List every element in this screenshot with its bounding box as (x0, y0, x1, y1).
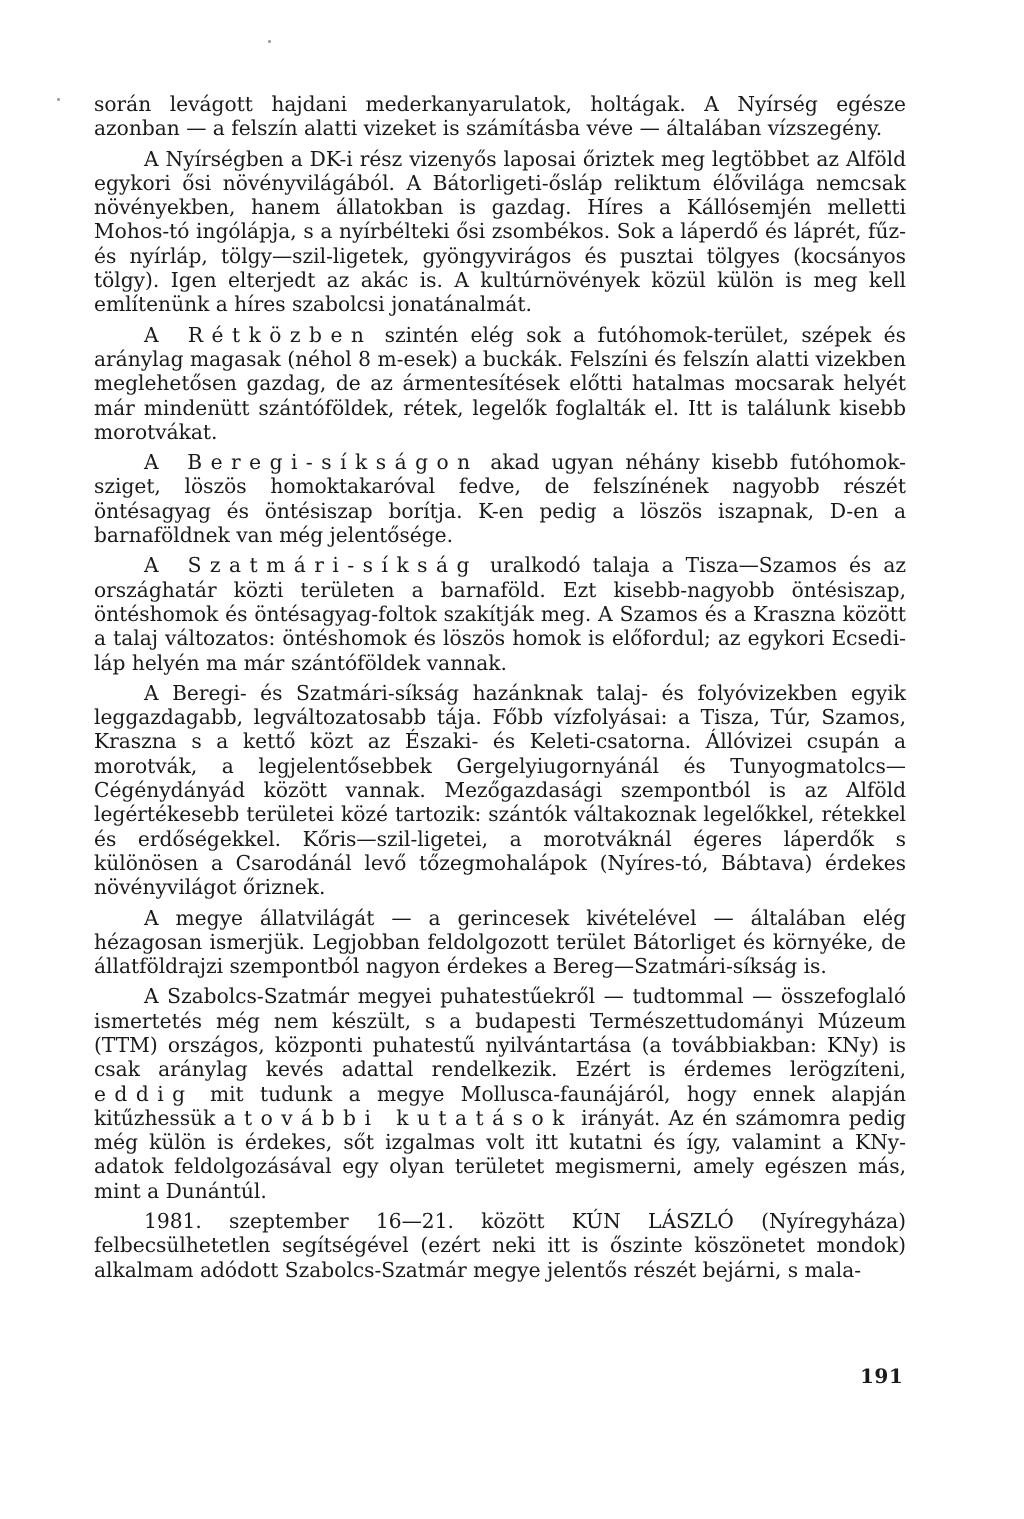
paragraph-text: során levágott hajdani mederkanyarulatok, holtágak. A Nyírség egésze azonban — a felszín alatti vizeket is számításba véve — általában vízszegény. (94, 92, 906, 141)
paragraph-text: mit tudunk a megye Mollusca-faunájáról, hogy ennek alapján kitűzhessük a (94, 1081, 906, 1130)
paragraph (94, 681, 906, 900)
paragraph-text: A megye állatvilágát — a gerincesek kivételével — általában elég hézagosan ismerjük. Legjobban feldolgozott terület Bátorliget és környéke, de állatföldrajzi szempontból nagyon érdekes a Bereg—Szatmári-síkság is. (94, 905, 906, 979)
emphasized-text: A Szatmári-síkság (144, 553, 478, 578)
paragraph-text: 1981. szeptember 16—21. között KÚN LÁSZLÓ (Nyíregyháza) felbecsülhetetlen segítségével (ezért neki itt is őszinte köszönetet mondok) alkalmam adódott Szabolcs-Szatmár megye jelentős részét bejárni, s mala- (94, 1209, 906, 1282)
paragraph-text: uralkodó talaja a Tisza—Szamos és az országhatár közti területen a barnaföld. Ezt kisebb-nagyobb öntésiszap, öntéshomok és öntésagyag-foltok szakítják meg. A Szamos és a Kraszna között a talaj változatos: öntéshomok és löszös homok is előfordul; az egykori Ecsedi-láp helyén ma már szántóföldek vannak. (94, 553, 907, 675)
paragraph-text: irányát. Az én számomra pedig még külön is érdekes, sőt izgalmas volt itt kutatni és így, valamint a KNy-adatok feldolgozásával egy olyan területet megismerni, amely egészen más, mint a Dunántúl. (94, 1105, 906, 1203)
paragraph (94, 553, 906, 674)
emphasized-text: további kutatások (244, 1105, 573, 1130)
paragraph (94, 1209, 906, 1282)
scan-speck (268, 40, 271, 43)
emphasized-text: eddig (94, 1081, 194, 1106)
paragraph (94, 984, 906, 1203)
paragraph (94, 450, 906, 547)
paragraph (94, 906, 906, 979)
scan-speck (57, 98, 60, 101)
paragraph (94, 92, 906, 141)
paragraph-text: A Beregi- és Szatmári-síkság hazánknak talaj- és folyóvizekben egyik leggazdagabb, legváltozatosabb tája. Főbb vízfolyásai: a Tisza, Túr, Szamos, Kraszna s a kettő közt az Északi- és Keleti-csatorna. Állóvizei csupán a morotvák, a legjelentősebbek Gergelyiugornyánál és Tunyogmatolcs—Cégénydányád között vannak. Mezőgazdasági szempontból is az Alföld legértékesebb területei közé tartozik: szántók váltakoznak legelőkkel, rétekkel és erdőségekkel. Kőris—szil-ligetei, a morotváknál égeres láperdők s különösen a Csarodánál levő tőzegmohalápok (Nyíres-tó, Bábtava) érdekes növényvilágot őriznek. (94, 680, 906, 900)
page-number: 191 (860, 1364, 904, 1388)
paragraph-text: A Szabolcs-Szatmár megyei puhatestűekről — tudtommal — összefoglaló ismertetés még nem készült, s a budapesti Természettudományi Múzeum (TTM) országos, központi puhatestű nyilvántartása (a továbbiakban: KNy) is csak aránylag kevés adattal rendelkezik. Ezért is érdemes lerögzíteni, (94, 984, 906, 1082)
paragraph (94, 147, 906, 317)
paragraph (94, 323, 906, 444)
emphasized-text: A Rétközben (144, 322, 373, 347)
paragraph-text: A Nyírségben a DK-i rész vizenyős laposai őriztek meg legtöbbet az Alföld egykori ősi növényvilágából. A Bátorligeti-ősláp reliktum élővilága nemcsak növényekben, hanem állatokban is gazdag. Híres a Kállósemjén melletti Mohos-tó ingólápja, s a nyírbélteki ősi zsombékos. Sok a láperdő és láprét, fűz- és nyírláp, tölgy—szil-ligetek, gyöngyvirágos és pusztai tölgyes (kocsányos tölgy). Igen elterjedt az akác is. A kultúrnövények közül külön is meg kell említenünk a híres szabolcsi jonatánalmát. (94, 146, 906, 317)
page-body (94, 92, 906, 1282)
paragraph-text: akad ugyan néhány kisebb futóhomok-sziget, löszös homoktakaróval fedve, de felszínének nagyobb részét öntésagyag és öntésiszap borítja. K-en pedig a löszös iszapnak, D-en a barnaföldnek van még jelentősége. (94, 450, 906, 548)
emphasized-text: A Beregi-síkságon (144, 450, 479, 475)
paragraphs (94, 92, 906, 1282)
paragraph-text: szintén elég sok a futóhomok-terület, szépek és aránylag magasak (néhol 8 m-esek) a buckák. Felszíni és felszín alatti vizekben meglehetősen gazdag, de az ármentesítések előtti hatalmas mocsarak helyét már mindenütt szántóföldek, rétek, legelők foglalták el. Itt is találunk kisebb morotvákat. (94, 322, 906, 444)
